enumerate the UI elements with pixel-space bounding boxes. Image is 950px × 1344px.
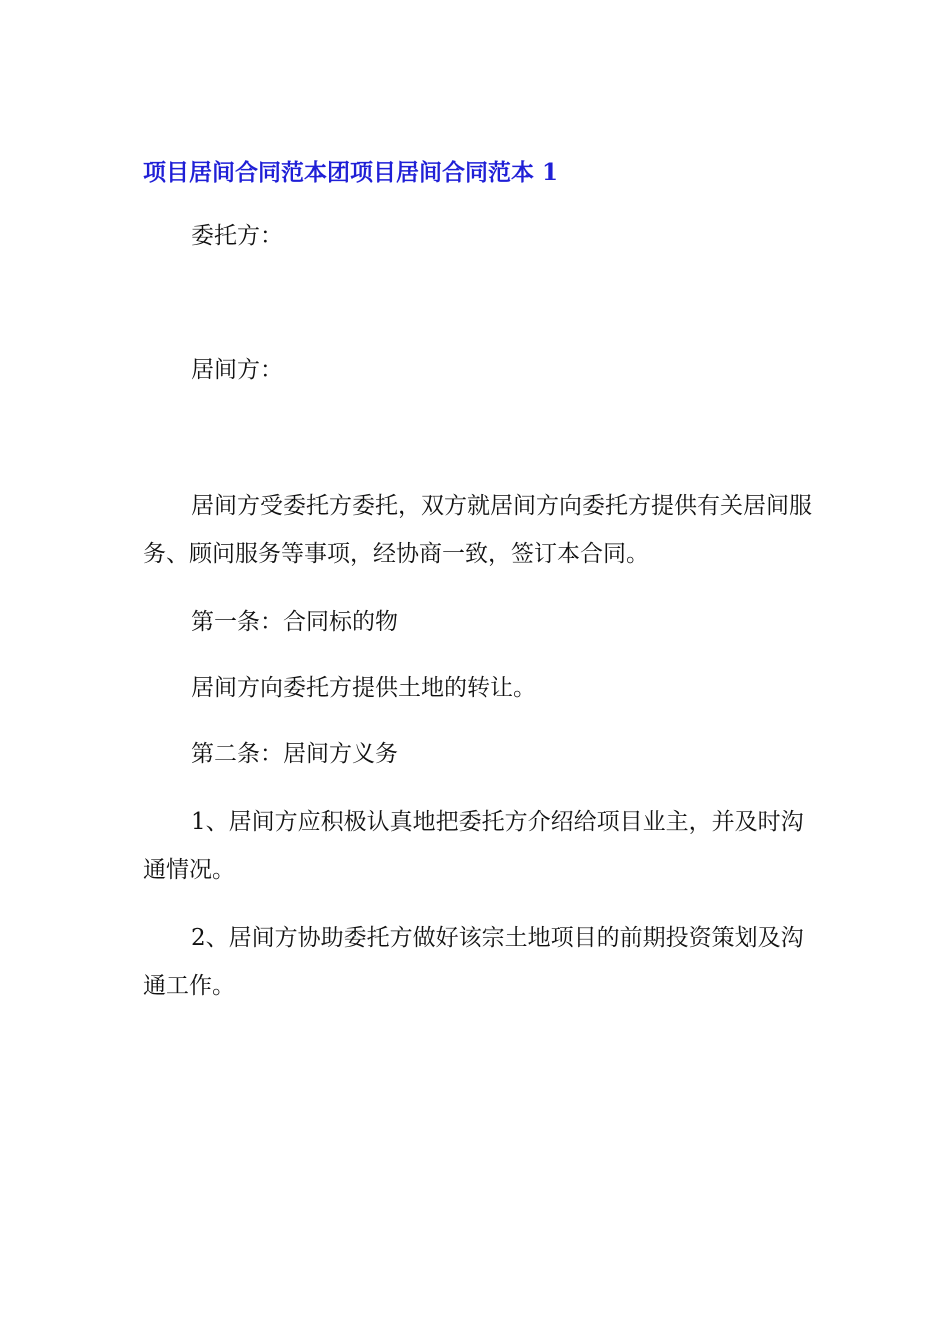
article-1-heading: 第一条：合同标的物: [191, 609, 398, 635]
paragraph-intro: 居间方受委托方委托，双方就居间方向委托方提供有关居间服务、顾问服务等事项，经协商一致，签订本合同。: [143, 493, 812, 567]
document-title: 项目居间合同范本团项目居间合同范本 1: [143, 159, 559, 186]
article-2-item-2: 2、居间方协助委托方做好该宗土地项目的前期投资策划及沟通工作。: [143, 925, 804, 999]
paragraph-intermediary: 居间方：: [191, 357, 283, 383]
article-2-heading: 第二条：居间方义务: [191, 741, 398, 767]
article-2-item-1: 1、居间方应积极认真地把委托方介绍给项目业主，并及时沟通情况。: [143, 809, 804, 883]
article-1-body: 居间方向委托方提供土地的转让。: [191, 675, 536, 701]
paragraph-client: 委托方：: [191, 223, 283, 249]
